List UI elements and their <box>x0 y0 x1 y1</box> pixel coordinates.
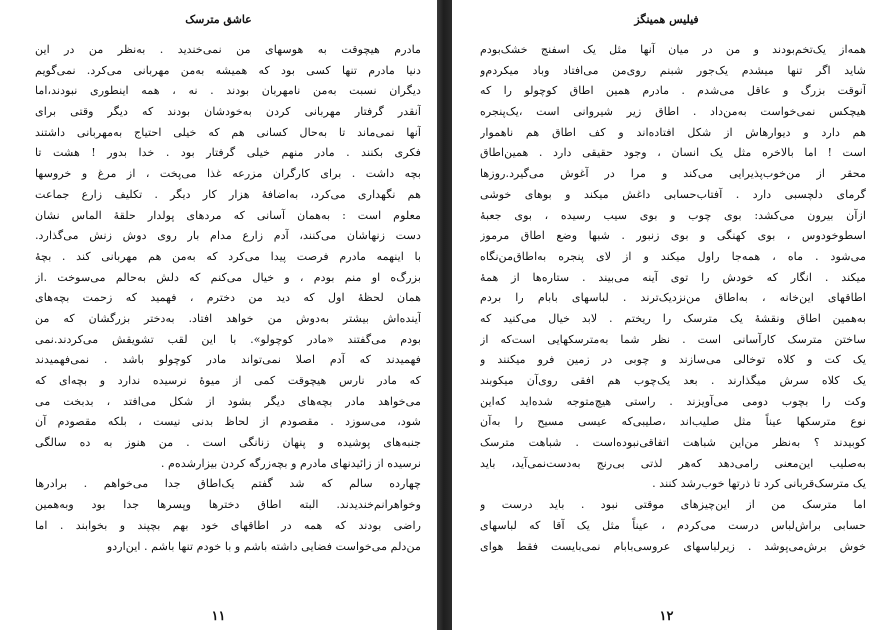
text-line: بچه داشت . برای کارگران مزرعه غذا می‌پخت ، از مرغ و خروسها <box>35 167 421 181</box>
right-page <box>452 0 881 630</box>
body-text <box>35 40 421 557</box>
text-line: است ! اما بالاخره مثل یک انسان ، وجود حقیقی دارد . همین‌اطاق <box>480 146 866 160</box>
text-line: همه‌از یک‌تخم‌بودند و من در میان آنها مثل یک اسفنج خشک‌بودم <box>480 43 866 56</box>
text-line: مادرم هیچوقت به هوسهای من نمی‌خندید . به‌نظر من در این <box>35 43 421 56</box>
text-line: آنها نمی‌ماند تا به‌حال کسانی هم که خیلی احتیاج به‌مهربانی داشتند <box>35 125 421 139</box>
text-line: حسابی براش‌لباس درست می‌کردم ، عیناً مثل یک آقا که لباسهای <box>480 518 866 532</box>
text-line: آینده‌اش بیشتر به‌دوش من خواهد افتاد. به‌دختر بزرگشان که من <box>35 311 421 325</box>
text-line: نرسیده از زائیدنهای مادرم و بچه‌زرگه کردن بیزارشده‌م . <box>160 456 421 470</box>
text-line: هیچکس نمی‌خواست به‌من‌داد . اطاق زیر شیروانی است ،یک‌پنجره <box>480 105 866 119</box>
text-line: فهمیدند که آدم اصلا نمی‌تواند مادر کوچولو باشد . نمی‌فهمیدند <box>35 353 421 367</box>
text-line: راضی بودند که همه در اطاقهای خود بهم بچپند و بخوابند . اما <box>35 518 421 532</box>
text-line: فکری بکنند . مادر منهم خیلی گرفتار بود . خدا بدور ! هشت تا <box>35 146 421 160</box>
running-header: فیلیس همینگز <box>634 13 699 26</box>
text-line: به‌همین اطاق ونقشهٔ یک مترسک را ریختم . لابد خیال می‌کنید که <box>480 311 866 325</box>
book-gutter <box>437 0 452 630</box>
text-line: شود، می‌سوزد . مقصودم از لحاظ بدنی نیست ، بلکه مقصودم آن <box>35 415 421 429</box>
text-line: با اینهمه مادرم فرصت پیدا می‌کرد که به‌من هم مهربانی کند . بچهٔ <box>35 249 421 263</box>
text-line: دنیا مادرم تنها کسی بود که همیشه به‌من مهربانی می‌کرد. نمی‌گویم <box>35 63 421 77</box>
text-line: نوع مترسکها عیناً مثل صلیب‌اند ،صلیبی‌که عیسی مسیح را به‌آن <box>480 415 866 429</box>
page-number: ۱۱ <box>211 609 226 624</box>
text-line: دست زنهاشان می‌کنند، آدم زارع مدام بار روی دوش زنش می‌گذارد. <box>35 229 421 243</box>
text-line: اما مترسک من از این‌چیزهای موقتی نبود . باید درست و <box>480 498 866 512</box>
text-line: من‌دلم می‌خواست فضایی داشته باشم و با خودم تنها باشم . این‌اردو <box>106 539 421 553</box>
text-line: گرمای دلچسبی دارد . آفتاب‌حسابی داغش میکند و بوهای خوشی <box>480 187 866 201</box>
text-line: هم دارد و دیوارهاش از شکل افتاده‌اند و کف اطاق هم ناهموار <box>480 125 866 139</box>
text-line: که مادر نارس هیچوقت کمی از میوهٔ نرسیده ندارد و بچه‌ای که <box>35 374 421 387</box>
text-line: میکند . انگار که خودش را توی آینه می‌بیند . ستاره‌ها از همهٔ <box>480 270 866 284</box>
text-line: شاید اگر تنها میشدم یک‌جور شبنم روی‌من می‌افتاد وباد میکردم‌و <box>480 63 866 77</box>
text-line: یک کت و کلاه توخالی می‌سازند و چوبی در زمین فرو میکنند و <box>480 353 866 367</box>
text-line: وخواهرانم‌خندیدند. البته اطاق دخترها وپسرها جدا بود وبه‌همین <box>35 498 421 512</box>
text-line: هم نگهداری می‌کرد، به‌اضافهٔ هزار کار دیگر . تکلیف زارع جماعت <box>35 187 421 201</box>
text-line: آنقدر گرفتار مهربانی کردن به‌خودشان بودند که دیگر وقتی برای <box>35 105 421 119</box>
text-line: اسطوخودوس ، بوی کهنگی و بوی زنبور . شبها وضع اطاق مرموز <box>480 229 866 243</box>
body-text <box>480 40 866 557</box>
text-line: خوش برش‌می‌پوشد . زیرلباسهای عروسی‌بابام نمی‌بایست فقط هوای <box>480 539 866 553</box>
text-line: دیگران نسبت به‌من نامهربان بودند . نه ، همه اینطوری نبودند،اما <box>35 84 421 98</box>
text-line: چهارده سالم که شد گفتم یک‌اطاق جدا می‌خواهم . برادرها <box>35 477 421 491</box>
text-line: ازآن بیرون می‌کشد: بوی چوب و بوی سیب رسیده ، بوی جعبهٔ <box>480 208 866 222</box>
text-line: معلوم است : به‌همان آسانی که مردهای پولدار حلقهٔ الماس نشان <box>35 208 421 222</box>
left-page <box>0 0 437 630</box>
text-line: آنوقت بزرگ و عاقل می‌شدم . مادرم همین اطاق کوچولو را که <box>480 84 866 98</box>
text-line: کوبیدند ؟ به‌نظر من‌این شباهت اتفاقی‌نبوده‌است . شباهت مترسک <box>480 436 866 450</box>
text-line: جنبه‌های پوشیده و پنهان زنانگی است . من هنوز به ده سالگی <box>35 436 421 450</box>
text-line: اطاقهای این‌خانه ، به‌اطاق من‌نزدیک‌ترند . لباسهای بابام را بردم <box>480 291 866 305</box>
text-line: همان لحظهٔ اول که دید من دخترم ، فهمید که زحمت بچه‌های <box>35 291 421 305</box>
text-line: می‌شود . ماه ، همه‌جا راول میکند و از لای پنجره به‌اطاق‌من‌نگاه <box>480 249 866 263</box>
text-line: می‌خواهد مادر بچه‌های دیگر بشود از شکل می‌افتد ، بدبخت می‌ <box>35 394 421 408</box>
text-line: بزرگ‌ه او منم بودم ، و خیال می‌کنم که دلش به‌حالم می‌سوخت .از <box>35 270 421 284</box>
text-line: یک مترسک‌قربانی کرد تا ذرتها خوب‌رشد کنند . <box>652 477 866 491</box>
text-line: ساختن مترسک کارآسانی است . نظر شما به‌مترسکهایی است‌که از <box>480 332 866 346</box>
page-number: ۱۲ <box>659 609 674 624</box>
text-line: بودم می‌گفتند «مادر کوچولو». با این لقب تشویقش می‌کردند.نمی‌ <box>35 332 421 346</box>
running-header: عاشق مترسک <box>185 13 252 26</box>
text-line: یک کلاه سرش میگذارند . بعد یک‌چوب هم افقی روی‌آن میکوبند <box>480 374 866 387</box>
text-line: به‌صلیب این‌معنی رامی‌دهد که‌هر لذتی بی‌رنج به‌دست‌نمی‌آید، باید <box>480 456 866 470</box>
text-line: وکت را بچوب دومی می‌آویزند . راستی هیچ‌متوجه شده‌اید که‌این <box>480 394 866 408</box>
text-line: محقر از من‌خوب‌پذیرایی می‌کند و مرا در آغوش می‌گیرد.روزها <box>480 167 866 181</box>
